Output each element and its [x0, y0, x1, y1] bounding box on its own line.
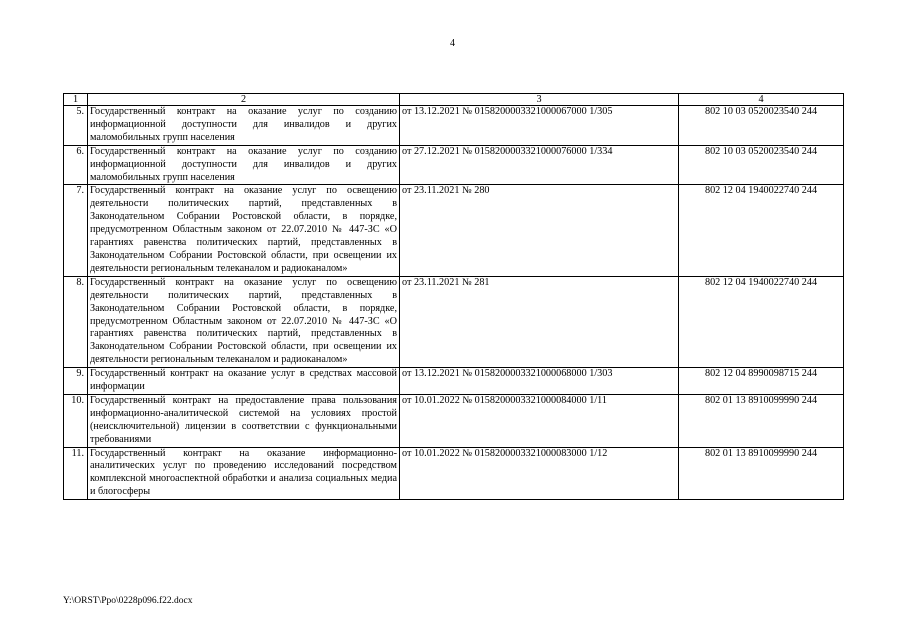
contract-name: Государственный контракт на оказание информационно-аналитических услуг по проведению исследований посредством комплексной многоаспектной обработки и анализа социальных медиа и блогосферы	[88, 447, 400, 500]
row-number: 11.	[64, 447, 88, 500]
row-number: 7.	[64, 185, 88, 276]
contract-name: Государственный контракт на предоставление права пользования информационно-аналитической системой на условиях простой (неисключительной) лицензии в соответствии с функциональными требованиями	[88, 394, 400, 447]
row-number: 5.	[64, 106, 88, 146]
contract-name: Государственный контракт на оказание услуг по освещению деятельности политических партий, представленных в Законодательном Собрании Ростовской области, в порядке, предусмотренном Областным законом от 22.07.2010 № 447-ЗС «О гарантиях равенства политических партий, представленных в Законодательном Собрании Ростовской области, при освещении их деятельности региональным телеканалом и радиоканалом»	[88, 276, 400, 367]
table-header-row	[64, 94, 844, 106]
file-path: Y:\ORST\Ppo\0228p096.f22.docx	[63, 596, 193, 606]
budget-code: 802 01 13 8910099990 244	[679, 447, 844, 500]
contract-date: от 27.12.2021 № 0158200003321000076000 1/334	[400, 145, 679, 185]
budget-code: 802 12 04 8990098715 244	[679, 368, 844, 395]
table-row	[64, 394, 844, 447]
header-cell-4: 4	[679, 94, 844, 106]
table-row	[64, 145, 844, 185]
contract-date: от 10.01.2022 № 0158200003321000084000 1/11	[400, 394, 679, 447]
row-number: 9.	[64, 368, 88, 395]
contract-date: от 13.12.2021 № 0158200003321000068000 1/303	[400, 368, 679, 395]
header-cell-2: 2	[88, 94, 400, 106]
contract-date: от 10.01.2022 № 0158200003321000083000 1/12	[400, 447, 679, 500]
table-row	[64, 185, 844, 276]
table-row	[64, 276, 844, 367]
contract-name: Государственный контракт на оказание услуг в средствах массовой информации	[88, 368, 400, 395]
contract-date: от 23.11.2021 № 280	[400, 185, 679, 276]
table-row	[64, 447, 844, 500]
contract-name: Государственный контракт на оказание услуг по созданию информационной доступности для инвалидов и других маломобильных групп населения	[88, 145, 400, 185]
table-row	[64, 106, 844, 146]
contract-date: от 13.12.2021 № 0158200003321000067000 1/305	[400, 106, 679, 146]
budget-code: 802 12 04 1940022740 244	[679, 185, 844, 276]
header-cell-3: 3	[400, 94, 679, 106]
budget-code: 802 12 04 1940022740 244	[679, 276, 844, 367]
table-row	[64, 368, 844, 395]
budget-code: 802 10 03 0520023540 244	[679, 145, 844, 185]
contract-date: от 23.11.2021 № 281	[400, 276, 679, 367]
header-cell-1: 1	[64, 94, 88, 106]
budget-code: 802 10 03 0520023540 244	[679, 106, 844, 146]
row-number: 6.	[64, 145, 88, 185]
contract-name: Государственный контракт на оказание услуг по созданию информационной доступности для инвалидов и других маломобильных групп населения	[88, 106, 400, 146]
budget-code: 802 01 13 8910099990 244	[679, 394, 844, 447]
contract-name: Государственный контракт на оказание услуг по освещению деятельности политических партий, представленных в Законодательном Собрании Ростовской области, в порядке, предусмотренном Областным законом от 22.07.2010 № 447-ЗС «О гарантиях равенства политических партий, представленных в Законодательном Собрании Ростовской области, при освещении их деятельности региональным телеканалом и радиоканалом»	[88, 185, 400, 276]
row-number: 10.	[64, 394, 88, 447]
contracts-table	[63, 93, 844, 500]
row-number: 8.	[64, 276, 88, 367]
page-number: 4	[450, 38, 455, 49]
